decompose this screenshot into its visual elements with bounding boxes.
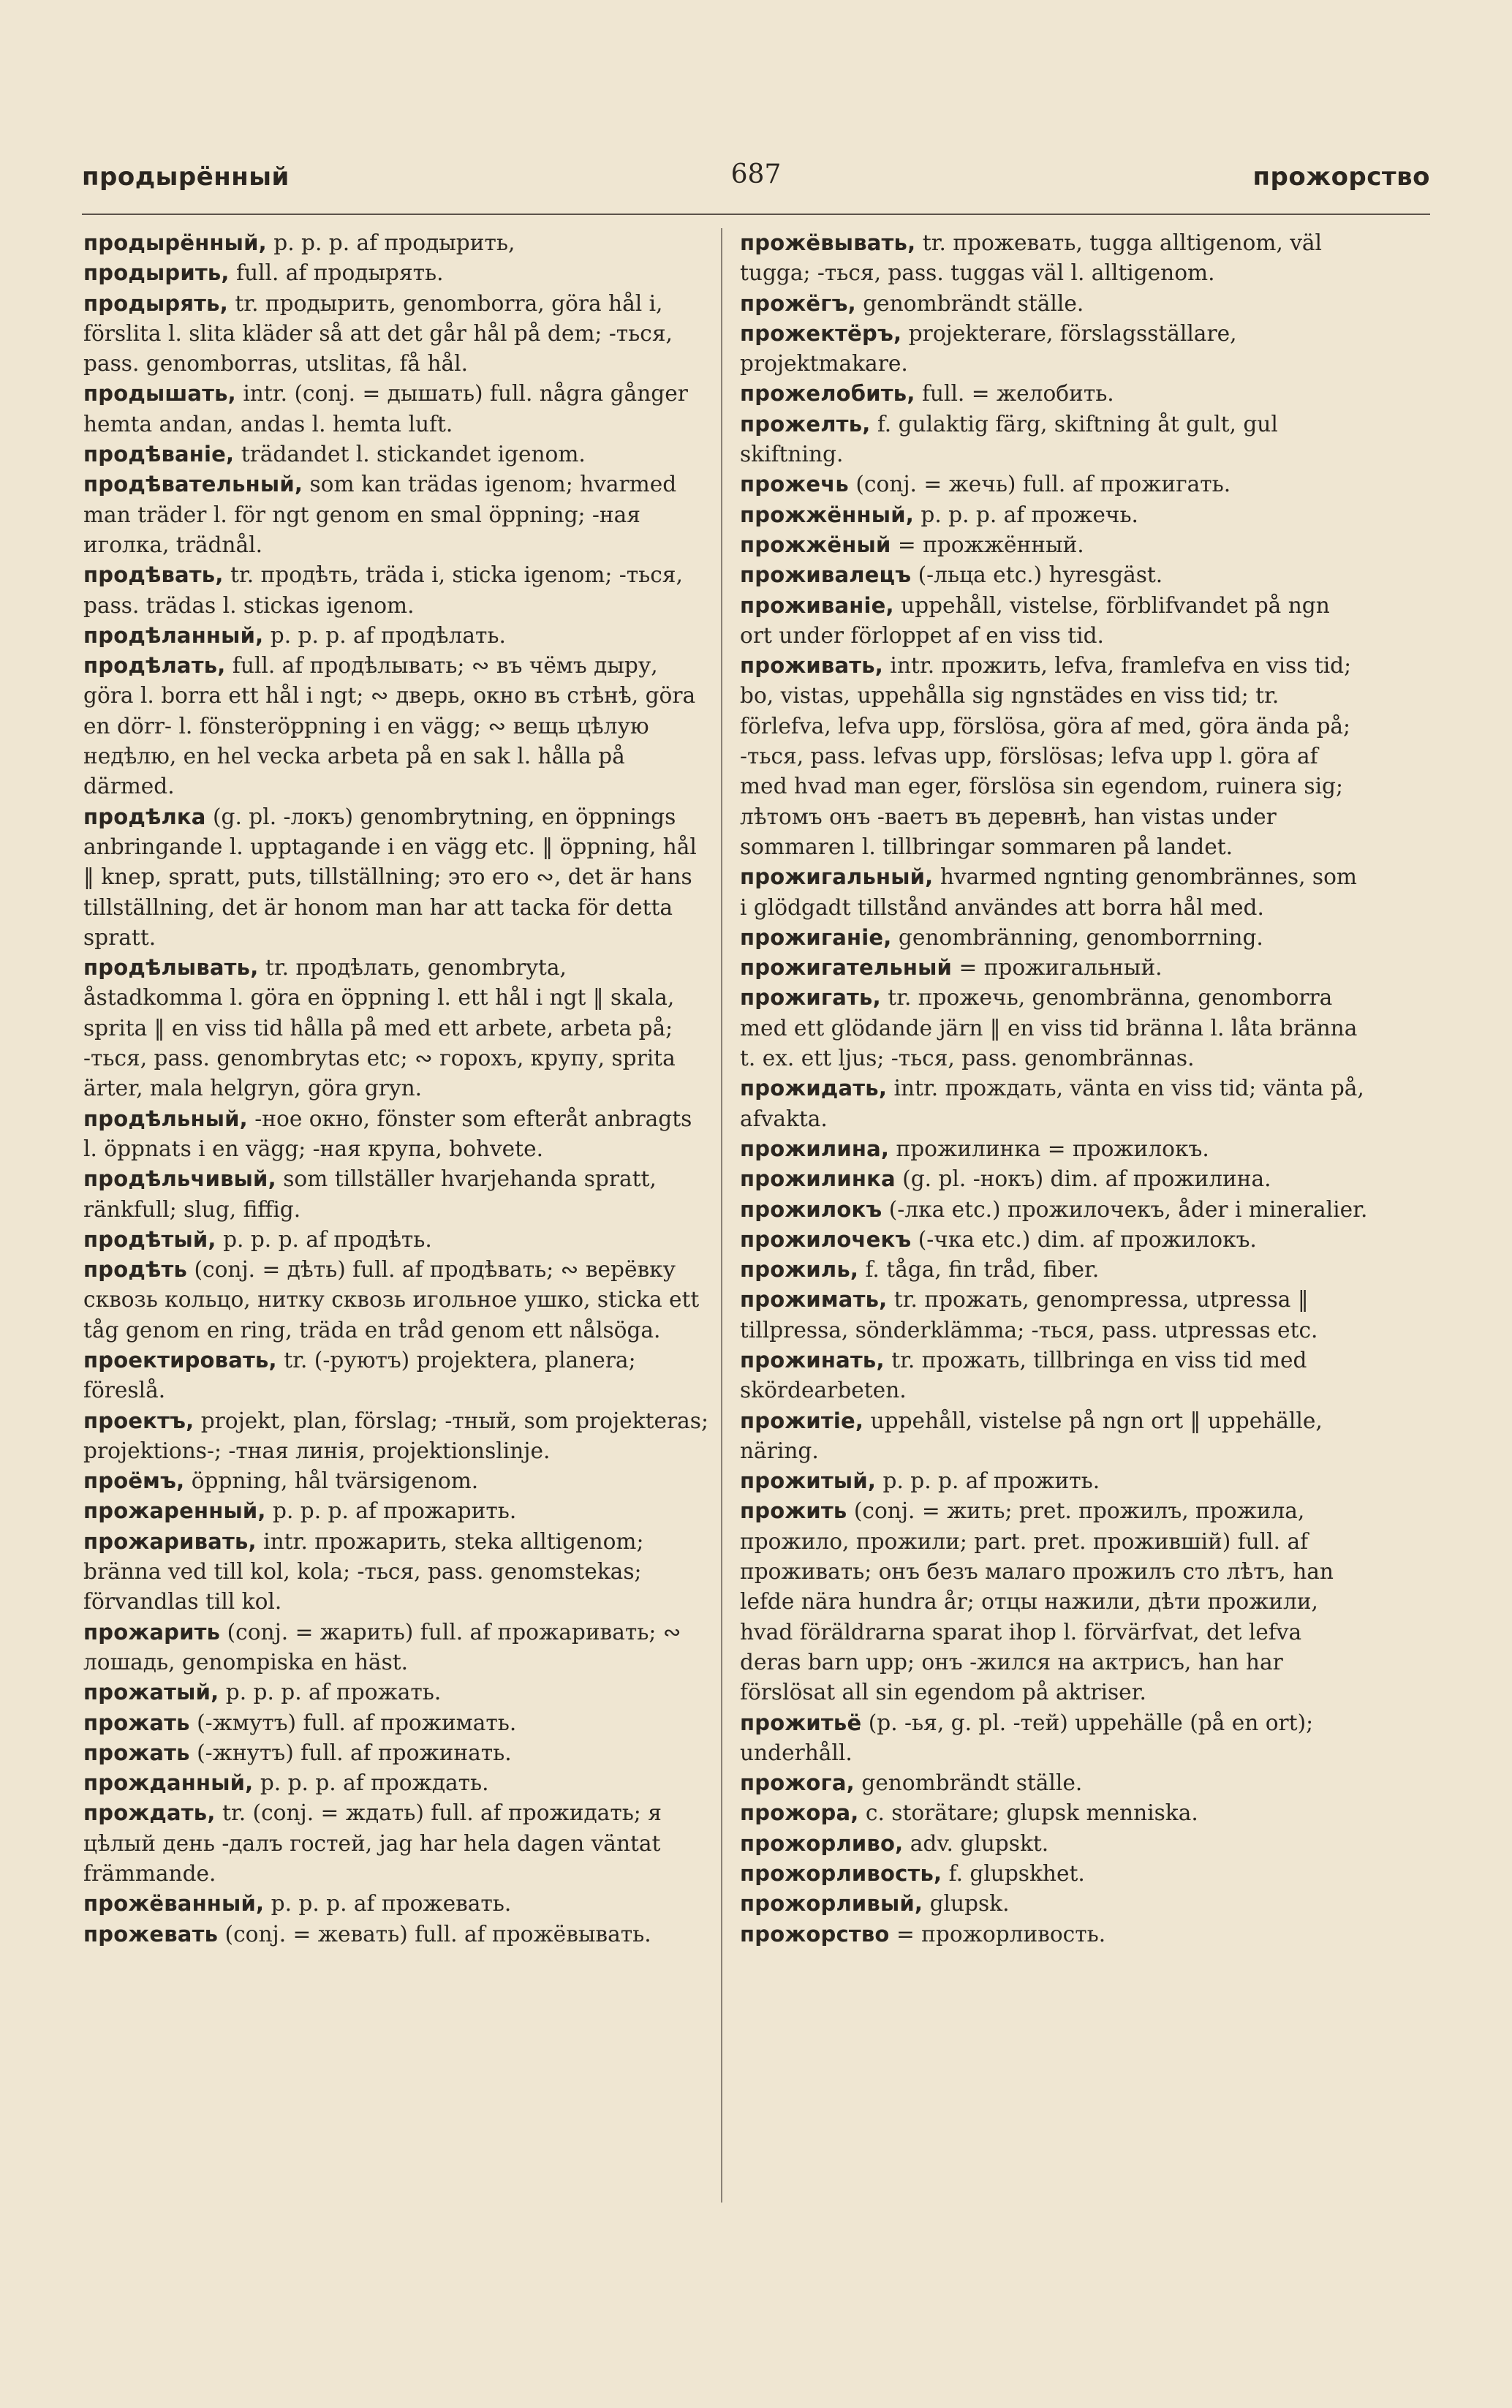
dictionary-entry <box>740 228 1369 289</box>
entry-definition: = прожжённый. <box>897 532 1084 557</box>
entry-definition: = прожигальный. <box>959 955 1163 981</box>
entry-headword: прожора, <box>740 1800 859 1826</box>
entry-definition: p. p. p. af прожить. <box>882 1468 1100 1494</box>
entry-headword: прожорливый, <box>740 1891 923 1917</box>
entry-definition: (conj. = жечь) full. af прожигать. <box>855 472 1231 497</box>
entry-headword: прожёвывать, <box>740 230 916 255</box>
dictionary-entry <box>83 1798 712 1889</box>
entry-definition: genombrändt ställe. <box>861 1770 1083 1796</box>
entry-definition: c. storätare; glupsk menniska. <box>865 1800 1198 1826</box>
entry-definition: (conj. = жарить) full. af прожаривать; ∾ лошадь, genompiska en häst. <box>83 1619 681 1675</box>
entry-definition: (g. pl. -нокъ) dim. af прожилина. <box>902 1166 1271 1192</box>
dictionary-entry <box>740 953 1369 983</box>
dictionary-entry <box>740 1164 1369 1194</box>
entry-definition: trädandet l. stickandet igenom. <box>241 442 586 467</box>
entry-definition: uppehåll, vistelse på ngn ort ‖ uppehälle, näring. <box>740 1408 1323 1463</box>
dictionary-entry <box>83 1406 712 1467</box>
dictionary-entry <box>83 439 712 469</box>
dictionary-entry <box>740 1285 1369 1345</box>
entry-definition: (conj. = дѣть) full. af продѣвать; ∾ верёвку сквозь кольцо, нитку сквозь игольное ушко, sticka ett tåg genom en ring, träda en tråd genom ett nålsöga. <box>83 1257 700 1343</box>
entry-headword: прожарить <box>83 1619 221 1645</box>
entry-definition: projekterare, förslagsställare, projektmakare. <box>740 320 1237 377</box>
dictionary-entry <box>740 1708 1369 1769</box>
entry-definition: genombränning, genomborrning. <box>898 924 1263 950</box>
page-header <box>82 159 1430 211</box>
entry-headword: прожилочекъ <box>740 1226 912 1252</box>
dictionary-entry <box>83 1496 712 1526</box>
entry-headword: прожжёный <box>740 532 891 557</box>
entry-definition: tr. продѣть, träda i, sticka igenom; -ться, pass. trädas l. stickas igenom. <box>83 562 683 618</box>
dictionary-entry <box>740 923 1369 953</box>
entry-definition: tr. прожевать, tugga alltigenom, väl tugga; -ться, pass. tuggas väl l. alltigenom. <box>740 230 1323 286</box>
dictionary-entry <box>83 1889 712 1919</box>
dictionary-entry <box>83 651 712 801</box>
entry-headword: прожилинка <box>740 1166 896 1192</box>
dictionary-entry <box>740 530 1369 560</box>
dictionary-entry <box>83 1104 712 1165</box>
entry-definition: (conj. = жевать) full. af прожёвывать. <box>224 1921 651 1947</box>
dictionary-entry <box>740 409 1369 470</box>
dictionary-entry <box>83 1708 712 1738</box>
entry-headword: прожитый, <box>740 1468 877 1494</box>
dictionary-entry <box>740 1073 1369 1134</box>
entry-headword: продѣльчивый, <box>83 1166 276 1192</box>
dictionary-entry <box>740 862 1369 923</box>
dictionary-entry <box>83 469 712 560</box>
entry-headword: продѣланный, <box>83 622 264 648</box>
entry-headword: прожорливость, <box>740 1861 942 1887</box>
dictionary-entry <box>83 1345 712 1406</box>
entry-headword: продѣлать, <box>83 653 226 679</box>
entry-definition: tr. (conj. = ждать) full. af прожидать; я цѣлый день -далъ гостей, jag har hela dagen väntat främmande. <box>83 1800 662 1887</box>
dictionary-entry <box>740 1798 1369 1828</box>
entry-definition: som kan trädas igenom; hvarmed man träder l. för ngt genom en smal öppning; -ная иголка, trädnål. <box>83 472 677 557</box>
entry-definition: (-льца etc.) hyresgäst. <box>918 562 1163 588</box>
entry-definition: intr. прожить, lefva, framlefva en viss tid; bo, vistas, uppehålla sig ngnstädes en viss tid; tr. förlefva, lefva upp, förslösa, göra af med, göra ända på; -ться, pass. lefvas upp, förslösas; lefva upp l. göra af med hvad man eger, förslösa sin egendom, ruinera sig; лѣтомъ онъ -ваетъ въ деревнѣ, han vistas under sommaren l. tillbringar sommaren på landet. <box>740 653 1352 859</box>
entry-definition: (-лка etc.) прожилочекъ, åder i mineralier. <box>888 1196 1368 1222</box>
dictionary-entry <box>740 1889 1369 1919</box>
entry-definition: f. glupskhet. <box>948 1861 1085 1887</box>
entry-headword: прожитьё <box>740 1710 862 1735</box>
entry-headword: продѣлывать, <box>83 955 259 981</box>
entry-definition: p. p. p. af прождать. <box>260 1770 489 1796</box>
dictionary-entry <box>83 1738 712 1768</box>
entry-headword: продышать, <box>83 381 236 407</box>
entry-definition: tr. прожечь, genombränna, genomborra med ett glödande järn ‖ en viss tid bränna l. låta bränna t. ex. ett ljus; -ться, pass. genombrännas. <box>740 985 1358 1071</box>
entry-headword: продырить, <box>83 260 230 286</box>
entry-definition: p. p. p. af прожевать. <box>271 1891 512 1917</box>
entry-definition: intr. прожарить, steka alltigenom; bränna ved till kol, kola; -ться, pass. genomstekas; förvandlas till kol. <box>83 1528 644 1615</box>
dictionary-entry <box>740 1829 1369 1859</box>
dictionary-entry <box>740 591 1369 652</box>
entry-headword: продырённый, <box>83 230 267 255</box>
dictionary-entry <box>83 258 712 288</box>
entry-definition: = прожорливость. <box>896 1921 1106 1947</box>
entry-definition: tr. продырить, genomborra, göra hål i, förslita l. slita kläder så att det går hål på dem; -ться, pass. genomborras, utslitas, få hål. <box>83 290 673 377</box>
header-rule <box>82 214 1430 215</box>
entry-definition: -ное окно, fönster som efteråt anbragts l. öppnats i en vägg; -ная крупа, bohvete. <box>83 1106 692 1161</box>
entry-headword: прожёванный, <box>83 1891 265 1917</box>
dictionary-entry <box>740 1768 1369 1798</box>
right-running-headword: прожорство <box>1252 162 1430 192</box>
entry-headword: прожиганіе, <box>740 924 892 950</box>
entry-definition: p. p. p. af продырить, <box>273 230 515 255</box>
entry-headword: прожорство <box>740 1921 890 1947</box>
entry-headword: прожорливо, <box>740 1830 904 1856</box>
entry-definition: (p. -ья, g. pl. -тей) uppehälle (på en ort); underhåll. <box>740 1710 1314 1765</box>
entry-headword: прожать <box>83 1740 190 1765</box>
entry-headword: продырять, <box>83 290 228 316</box>
entry-definition: (conj. = жить; pret. прожилъ, прожила, прожило, прожили; part. pret. прожившій) full. af проживать; онъ безъ малаго прожилъ сто лѣтъ, han lefde nära hundra år; отцы нажили, дѣти прожили, hvad föräldrarna sparat ihop l. förvärfvat, det lefva deras barn upp; онъ -жился на актрисъ, han har förslösat all sin egendom på aktriser. <box>740 1498 1334 1705</box>
dictionary-entry <box>740 1496 1369 1707</box>
dictionary-entry <box>740 500 1369 530</box>
entry-headword: прожога, <box>740 1770 855 1796</box>
entry-headword: проживать, <box>740 653 883 679</box>
entry-definition: (-чка etc.) dim. af прожилокъ. <box>918 1226 1257 1252</box>
entry-definition: som tillställer hvarjehanda spratt, ränkfull; slug, fiffig. <box>83 1166 657 1222</box>
entry-definition: p. p. p. af прожечь. <box>921 502 1138 527</box>
entry-headword: прожектёръ, <box>740 320 902 346</box>
entry-definition: p. p. p. af продѣлать. <box>270 622 506 648</box>
dictionary-entry <box>740 651 1369 862</box>
dictionary-entry <box>83 1768 712 1798</box>
entry-headword: прожилокъ <box>740 1196 882 1222</box>
dictionary-entry <box>740 1134 1369 1164</box>
entry-headword: прожиль, <box>740 1257 859 1283</box>
dictionary-entry <box>740 1195 1369 1225</box>
entry-headword: проектировать, <box>83 1347 277 1373</box>
dictionary-entry <box>740 1225 1369 1255</box>
entry-definition: full. af продырять. <box>236 260 444 286</box>
dictionary-entry <box>740 1920 1369 1950</box>
entry-headword: прожимать, <box>740 1287 888 1313</box>
entry-definition: intr. (conj. = дышать) full. några gånger hemta andan, andas l. hemta luft. <box>83 381 688 437</box>
entry-definition: hvarmed ngnting genombrännes, som i glödgadt tillstånd användes att borra hål med. <box>740 864 1357 920</box>
entry-headword: проживалецъ <box>740 562 912 588</box>
dictionary-entry <box>83 1677 712 1707</box>
entry-definition: tr. (-руютъ) projektera, planera; föreslå. <box>83 1347 636 1403</box>
entry-headword: прожаривать, <box>83 1528 257 1554</box>
dictionary-entry <box>740 1406 1369 1467</box>
page-number: 687 <box>730 159 782 189</box>
dictionary-entry <box>740 1466 1369 1496</box>
entry-headword: прожигательный <box>740 955 953 981</box>
dictionary-entry <box>83 1527 712 1618</box>
entry-headword: прожевать <box>83 1921 219 1947</box>
entry-definition: öppning, hål tvärsigenom. <box>191 1468 479 1494</box>
dictionary-entry <box>740 379 1369 409</box>
entry-headword: прожинать, <box>740 1347 885 1373</box>
dictionary-entry <box>83 560 712 621</box>
entry-headword: прожжённый, <box>740 502 914 527</box>
dictionary-entry <box>740 1859 1369 1889</box>
dictionary-entry <box>83 379 712 439</box>
entry-definition: tr. прожать, tillbringa en viss tid med skördearbeten. <box>740 1347 1307 1403</box>
dictionary-entry <box>83 621 712 651</box>
dictionary-entry <box>83 1255 712 1345</box>
dictionary-entry <box>83 1618 712 1678</box>
entry-headword: продѣлка <box>83 804 206 829</box>
entry-definition: tr. продѣлать, genombryta, åstadkomma l. göra en öppning l. ett hål i ngt ‖ skala, sprita ‖ en viss tid hålla på med ett arbete, arbeta på; -ться, pass. genombrytas etc; ∾ горохъ, крупу, sprita ärter, mala helgryn, göra gryn. <box>83 955 676 1101</box>
entry-definition: прожилинка = прожилокъ. <box>896 1136 1209 1161</box>
entry-headword: прожёгъ, <box>740 290 856 316</box>
entry-headword: прожелобить, <box>740 381 915 407</box>
entry-definition: genombrändt ställe. <box>863 290 1084 316</box>
entry-headword: прожить <box>740 1498 847 1524</box>
entry-headword: продѣвательный, <box>83 472 303 497</box>
dictionary-entry <box>83 1164 712 1225</box>
entry-definition: tr. прожать, genompressa, utpressa ‖ tillpressa, sönderklämma; -ться, pass. utpressas etc. <box>740 1287 1318 1343</box>
entry-headword: продѣтый, <box>83 1226 216 1252</box>
left-running-headword: продырённый <box>82 162 290 192</box>
entry-definition: intr. прождать, vänta en viss tid; vänta på, afvakta. <box>740 1076 1364 1131</box>
entry-headword: прожданный, <box>83 1770 254 1796</box>
dictionary-entry <box>83 1225 712 1255</box>
entry-headword: прожаренный, <box>83 1498 266 1524</box>
entry-definition: full. = желобить. <box>921 381 1114 407</box>
entry-definition: p. p. p. af продѣть. <box>223 1226 432 1252</box>
entry-headword: продѣваніе, <box>83 442 235 467</box>
dictionary-entry <box>83 228 712 258</box>
dictionary-entry <box>740 983 1369 1073</box>
entry-headword: прожечь <box>740 472 849 497</box>
entry-headword: прождать, <box>83 1800 216 1826</box>
entry-headword: проёмъ, <box>83 1468 185 1494</box>
dictionary-entry <box>740 469 1369 499</box>
entry-definition: (g. pl. -локъ) genombrytning, en öppnings anbringande l. upptagande i en vägg etc. ‖ öppning, hål ‖ knep, spratt, puts, tillställning; это его ∾, det är hans tillställning, det är honom man har att tacka för detta spratt. <box>83 804 697 950</box>
entry-headword: прожать <box>83 1710 190 1735</box>
entry-headword: прожелть, <box>740 411 871 437</box>
entry-definition: p. p. p. af прожать. <box>225 1680 442 1705</box>
entry-definition: full. af продѣлывать; ∾ въ чёмъ дыру, göra l. borra ett hål i ngt; ∾ дверь, окно въ стѣнѣ, göra en dörr- l. fönsteröppning i en vägg; ∾ вещь цѣлую недѣлю, en hel vecka arbeta på en sak l. hålla på därmed. <box>83 653 696 799</box>
entry-headword: продѣльный, <box>83 1106 248 1131</box>
dictionary-entry <box>83 289 712 380</box>
entry-definition: projekt, plan, förslag; -тный, som projekteras; projektions-; -тная линія, projektionslinje. <box>83 1408 708 1463</box>
entry-definition: f. gulaktig färg, skiftning åt gult, gul skiftning. <box>740 411 1278 467</box>
dictionary-entry <box>83 953 712 1103</box>
entry-definition: (-жнутъ) full. af прожинать. <box>197 1740 512 1765</box>
entry-headword: проектъ, <box>83 1408 194 1433</box>
dictionary-entry <box>740 560 1369 590</box>
column-divider <box>721 228 722 2203</box>
entry-headword: проживаніе, <box>740 592 894 618</box>
dictionary-entry <box>740 1255 1369 1285</box>
entry-definition: (-жмутъ) full. af прожимать. <box>197 1710 517 1735</box>
entry-headword: прожигать, <box>740 985 881 1011</box>
dictionary-entry <box>740 1345 1369 1406</box>
dictionary-entry <box>83 1466 712 1496</box>
entry-headword: прожитіе, <box>740 1408 864 1433</box>
dictionary-entry <box>740 289 1369 319</box>
entry-definition: adv. glupskt. <box>910 1830 1049 1856</box>
entry-definition: p. p. p. af прожарить. <box>273 1498 517 1524</box>
entry-headword: прожилина, <box>740 1136 890 1161</box>
entry-headword: продѣвать, <box>83 562 224 588</box>
entry-headword: прожидать, <box>740 1076 888 1101</box>
entry-headword: прожатый, <box>83 1680 219 1705</box>
dictionary-entry <box>83 802 712 953</box>
entry-definition: uppehåll, vistelse, förblifvandet på ngn ort under förloppet af en viss tid. <box>740 592 1330 648</box>
dictionary-entry <box>740 319 1369 380</box>
entry-headword: прожигальный, <box>740 864 934 890</box>
left-column <box>83 228 712 1950</box>
dictionary-entry <box>83 1920 712 1950</box>
entry-definition: f. tåga, fin tråd, fiber. <box>865 1257 1100 1283</box>
right-column <box>740 228 1369 1950</box>
entry-headword: продѣть <box>83 1257 188 1283</box>
entry-definition: glupsk. <box>929 1891 1010 1917</box>
